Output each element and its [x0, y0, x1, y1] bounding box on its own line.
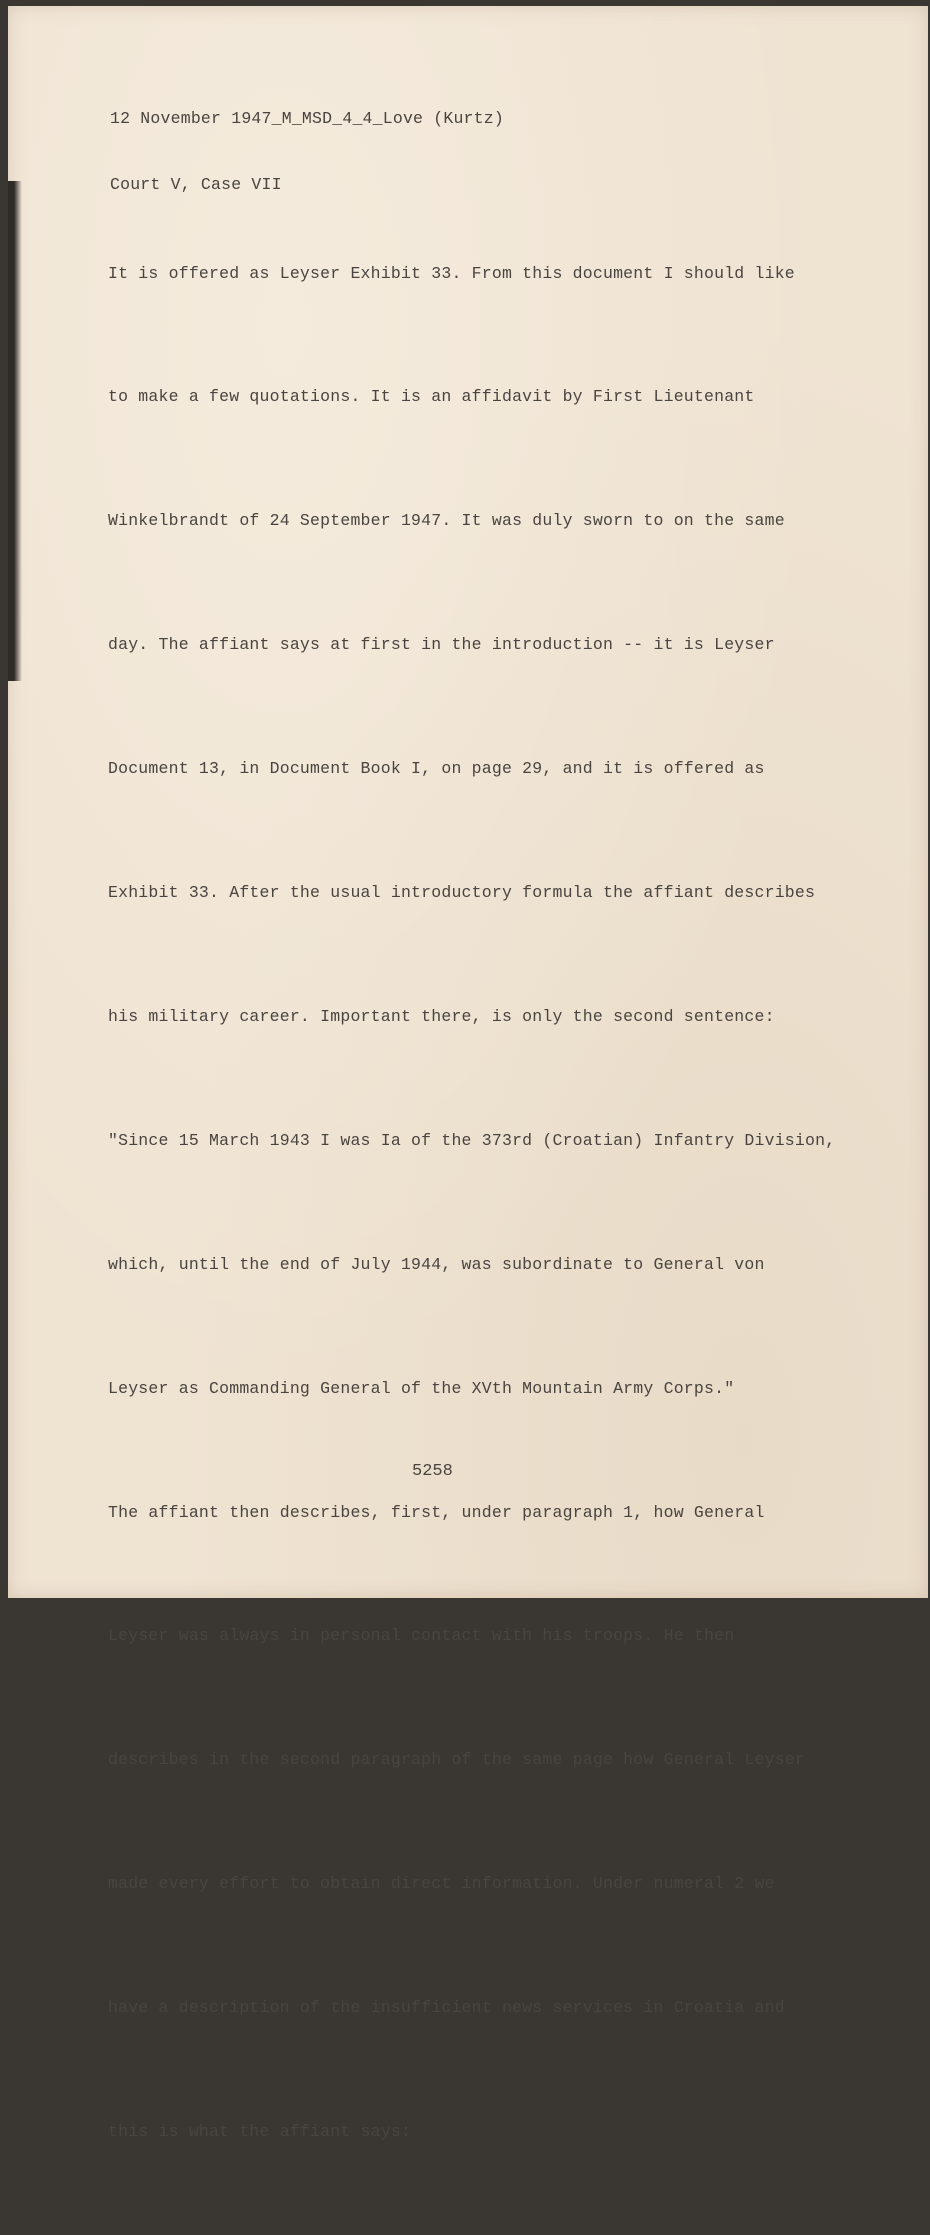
body-line: made every effort to obtain direct information. Under numeral 2 we: [108, 1874, 775, 1894]
body-line: describes in the second paragraph of the same page how General Leyser: [108, 1750, 806, 1770]
body-line: It is offered as Leyser Exhibit 33. From this document I should like: [108, 263, 795, 283]
scan-edge-shadow: [8, 181, 22, 681]
body-line: "Since 15 March 1943 I was Ia of the 373rd (Croatian) Infantry Division,: [108, 1130, 836, 1150]
page-number: 5258: [412, 1462, 453, 1481]
body-line: Document 13, in Document Book I, on page 29, and it is offered as: [108, 759, 765, 779]
body-line: his military career. Important there, is only the second sentence:: [108, 1006, 775, 1026]
body-line: The affiant then describes, first, under paragraph 1, how General: [108, 1502, 765, 1522]
body-line: Winkelbrandt of 24 September 1947. It was duly sworn to on the same: [108, 511, 785, 531]
header-line-court-case: Court V, Case VII: [110, 175, 282, 194]
transcript-body: [108, 170, 835, 2235]
body-line: which, until the end of July 1944, was subordinate to General von: [108, 1254, 765, 1274]
body-line: have a description of the insufficient news services in Croatia and: [108, 1998, 785, 2018]
body-line: Leyser as Commanding General of the XVth Mountain Army Corps.": [108, 1378, 735, 1398]
body-line: day. The affiant says at first in the introduction -- it is Leyser: [108, 635, 775, 655]
document-page: [8, 6, 928, 2141]
body-line: to make a few quotations. It is an affidavit by First Lieutenant: [108, 387, 755, 407]
body-line: this is what the affiant says:: [108, 2121, 412, 2141]
body-line: Exhibit 33. After the usual introductory formula the affiant describes: [108, 883, 816, 903]
body-line: Leyser was always in personal contact with his troops. He then: [108, 1626, 735, 1646]
header-line-date-reference: 12 November 1947_M_MSD_4_4_Love (Kurtz): [110, 109, 504, 128]
